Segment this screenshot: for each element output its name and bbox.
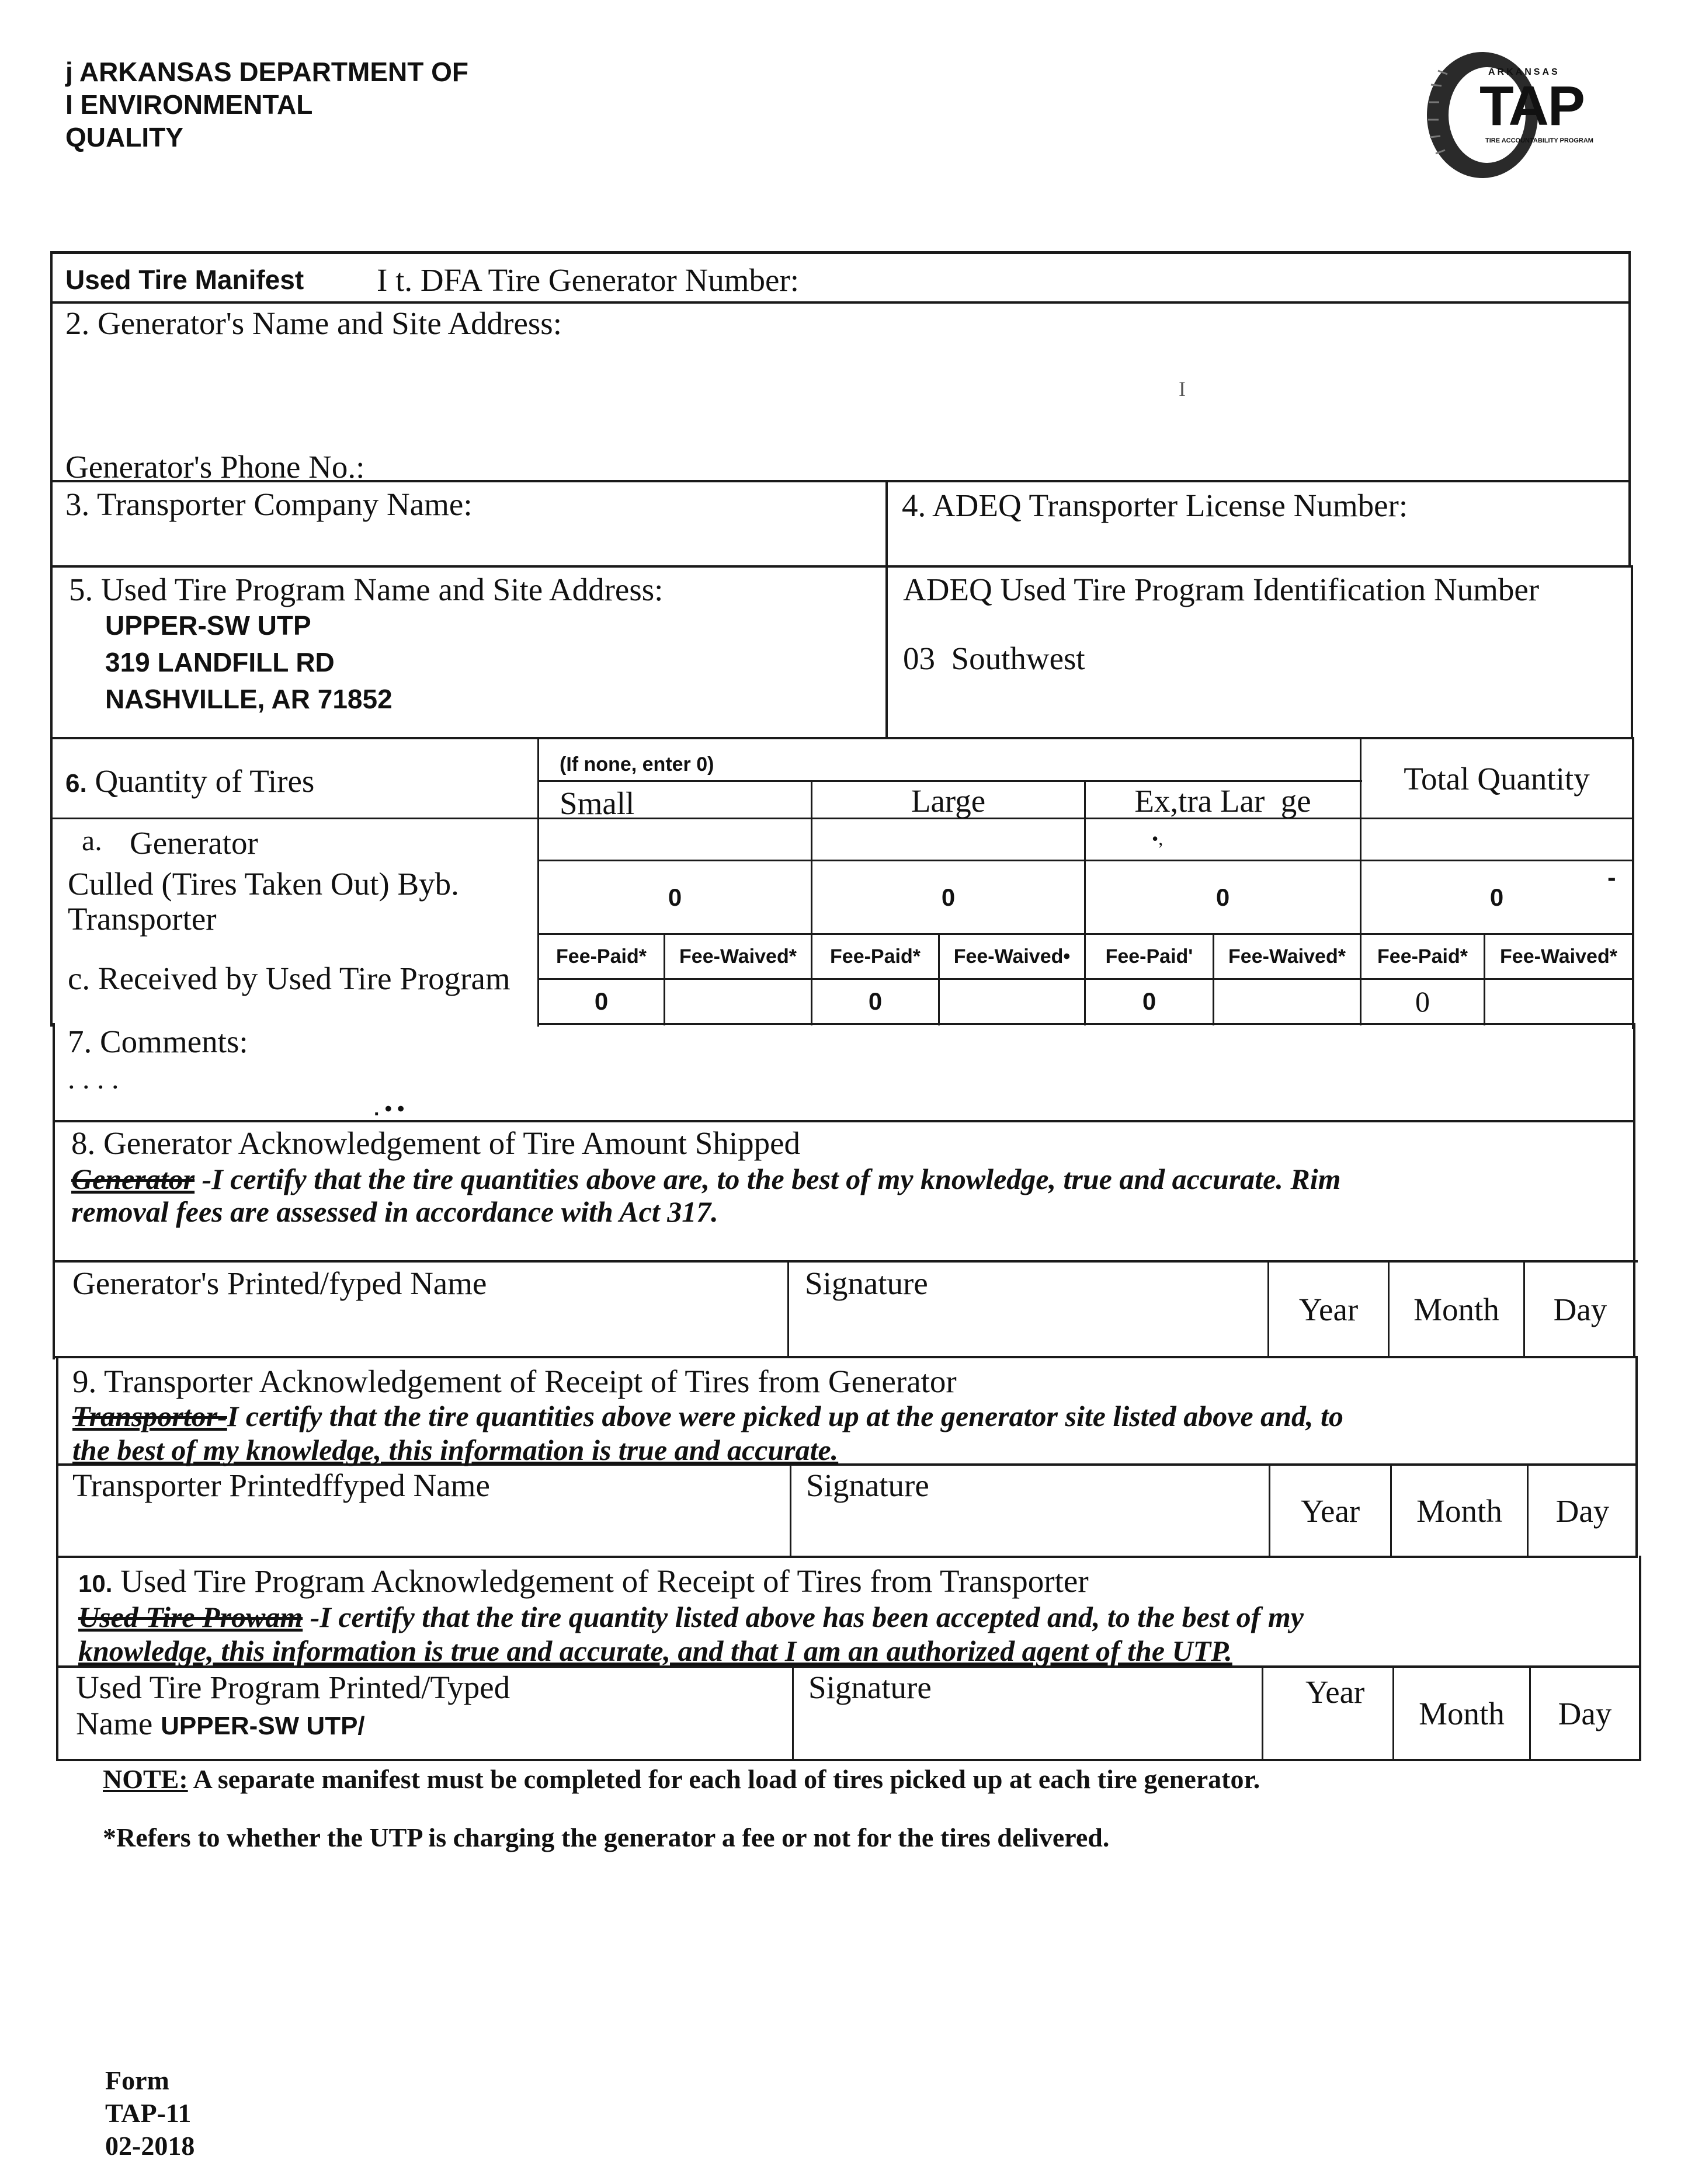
utp-address-line-2: 319 LANDFILL RD bbox=[105, 647, 335, 677]
s8-cert-text: -I certify that the tire quantities above are, to the best of my knowledge, true and accurate. Rim bbox=[194, 1163, 1341, 1195]
s8-cert-line-1 bbox=[71, 1162, 1341, 1196]
generator-phone-label: Generator's Phone No.: bbox=[65, 449, 365, 485]
logo-sub-text: TIRE ACCOUNTABILITY PROGRAM bbox=[1485, 137, 1593, 144]
transporter-signature-field[interactable] bbox=[794, 1504, 1265, 1554]
s9-title: 9. Transporter Acknowledgement of Receipt of Tires from Generator bbox=[72, 1364, 957, 1399]
received-small-paid[interactable]: 0 bbox=[594, 987, 609, 1015]
col-large-header: Large bbox=[911, 783, 986, 819]
received-xl-waived[interactable] bbox=[1214, 980, 1360, 1023]
transporter-company-label: 3. Transporter Company Name: bbox=[65, 486, 473, 522]
s10-cert-line-1 bbox=[78, 1600, 1304, 1634]
fee-waived-small-header: Fee-Waived* bbox=[679, 945, 797, 968]
utp-year[interactable]: Year bbox=[1305, 1674, 1365, 1710]
row-a-label: Generator bbox=[130, 825, 258, 861]
utp-printed-name-line-2 bbox=[76, 1705, 365, 1742]
row-a-letter: a. bbox=[82, 824, 102, 857]
form-number bbox=[105, 2064, 194, 2162]
section-10-title: Used Tire Program Acknowledgement of Receipt of Tires from Transporter bbox=[112, 1563, 1089, 1599]
s10-title bbox=[78, 1563, 1089, 1599]
transporter-month[interactable]: Month bbox=[1416, 1493, 1502, 1529]
generator-printed-name-label: Generator's Printed/fyped Name bbox=[72, 1265, 487, 1301]
fee-paid-small-header: Fee-Paid* bbox=[556, 945, 647, 968]
culled-small-value[interactable]: 0 bbox=[668, 883, 682, 911]
gen-xl-field[interactable] bbox=[1087, 820, 1358, 858]
generator-day[interactable]: Day bbox=[1553, 1291, 1607, 1327]
if-none-note: (If none, enter 0) bbox=[560, 753, 714, 775]
manifest-note bbox=[103, 1764, 1260, 1795]
form-label: Form bbox=[105, 2065, 169, 2095]
transporter-year[interactable]: Year bbox=[1300, 1493, 1360, 1529]
row-b-label bbox=[68, 867, 459, 937]
s8-cert-line-2: removal fees are assessed in accordance with Act 317. bbox=[71, 1195, 718, 1228]
note-text: A separate manifest must be completed for each load of tires picked up at each tire generator. bbox=[187, 1764, 1260, 1794]
dfa-generator-number-field[interactable] bbox=[829, 255, 1624, 300]
utp-address-line-3: NASHVILLE, AR 71852 bbox=[105, 684, 393, 714]
transporter-company-field[interactable] bbox=[58, 526, 876, 562]
fee-waived-large-header: Fee-Waived• bbox=[953, 945, 1071, 968]
stray-dash: - bbox=[1607, 863, 1616, 892]
tap-logo bbox=[1418, 50, 1605, 181]
section-6-title: Quantity of Tires bbox=[95, 763, 315, 799]
received-large-paid[interactable]: 0 bbox=[868, 987, 883, 1015]
transporter-license-label: 4. ADEQ Transporter License Number: bbox=[902, 488, 1408, 523]
gen-large-field[interactable] bbox=[814, 820, 1082, 858]
gen-small-field[interactable] bbox=[540, 820, 809, 858]
received-large-waived[interactable] bbox=[940, 980, 1084, 1023]
fee-paid-xl-header: Fee-Paid' bbox=[1105, 945, 1193, 968]
generator-year[interactable]: Year bbox=[1298, 1291, 1359, 1327]
fee-paid-large-header: Fee-Paid* bbox=[830, 945, 921, 968]
agency-line-1: j ARKANSAS DEPARTMENT OF bbox=[65, 57, 468, 87]
generator-month[interactable]: Month bbox=[1413, 1291, 1499, 1327]
dfa-generator-number-label: I t. DFA Tire Generator Number: bbox=[377, 262, 800, 298]
s9-cert-line-2: the best of my knowledge, this information is true and accurate. bbox=[72, 1434, 839, 1466]
gen-total-field[interactable] bbox=[1363, 820, 1630, 858]
form-title: Used Tire Manifest bbox=[65, 265, 304, 295]
utp-printed-name-label: Used Tire Program Printed/Typed bbox=[76, 1670, 510, 1705]
total-quantity-header: Total Quantity bbox=[1404, 760, 1590, 797]
section-10-number: 10. bbox=[78, 1570, 113, 1597]
stray-dots: . • • bbox=[374, 1098, 405, 1120]
s8-lead: Generator bbox=[71, 1163, 195, 1195]
s10-lead: Used Tire Prowam bbox=[78, 1601, 303, 1633]
quantity-of-tires-label bbox=[65, 763, 314, 799]
stray-mark-xl: •, bbox=[1152, 828, 1163, 849]
transporter-printed-name-field[interactable] bbox=[61, 1504, 785, 1554]
comments-label: 7. Comments: bbox=[68, 1024, 248, 1059]
form-date: 02-2018 bbox=[105, 2131, 195, 2161]
utp-signature-label: Signature bbox=[808, 1670, 932, 1705]
fee-paid-total-header: Fee-Paid* bbox=[1377, 945, 1468, 968]
s10-cert-line-2: knowledge, this information is true and accurate, and that I am an authorized agent of the UTP. bbox=[78, 1634, 1232, 1667]
agency-name bbox=[65, 55, 468, 154]
section-6-number: 6. bbox=[65, 769, 87, 798]
utp-id-label: ADEQ Used Tire Program Identification Number bbox=[903, 572, 1540, 607]
fee-footnote: *Refers to whether the UTP is charging the generator a fee or not for the tires delivered. bbox=[103, 1823, 1110, 1852]
note-label: NOTE: bbox=[103, 1764, 188, 1794]
logo-main-text: TAP bbox=[1479, 75, 1584, 137]
utp-day[interactable]: Day bbox=[1558, 1695, 1612, 1731]
fee-waived-xl-header: Fee-Waived* bbox=[1228, 945, 1346, 968]
row-b-line-1: Culled (Tires Taken Out) Byb. bbox=[68, 866, 459, 902]
culled-large-value[interactable]: 0 bbox=[941, 883, 956, 911]
received-xl-paid[interactable]: 0 bbox=[1142, 987, 1156, 1015]
utp-month[interactable]: Month bbox=[1419, 1695, 1505, 1731]
utp-printed-name-value[interactable]: UPPER-SW UTP/ bbox=[161, 1712, 365, 1740]
s9-cert-line-1 bbox=[72, 1399, 1343, 1433]
s9-cert-text: I certify that the tire quantities above were picked up at the generator site listed above and, to bbox=[227, 1400, 1343, 1432]
fee-waived-total-header: Fee-Waived* bbox=[1500, 945, 1617, 968]
culled-total-value[interactable]: 0 bbox=[1489, 883, 1504, 911]
stray-mark: I bbox=[1179, 377, 1186, 401]
agency-line-3: QUALITY bbox=[65, 122, 183, 152]
received-total-waived[interactable] bbox=[1485, 980, 1632, 1023]
utp-signature-field[interactable] bbox=[797, 1705, 1258, 1758]
s8-title: 8. Generator Acknowledgement of Tire Amount Shipped bbox=[71, 1125, 801, 1161]
row-b-line-2: Transporter bbox=[68, 901, 217, 937]
generator-name-address-field[interactable] bbox=[58, 345, 1618, 444]
utp-name-label-word: Name bbox=[76, 1706, 153, 1741]
received-small-waived[interactable] bbox=[665, 980, 811, 1023]
culled-xl-value[interactable]: 0 bbox=[1215, 883, 1230, 911]
generator-signature-label: Signature bbox=[805, 1265, 928, 1301]
col-small-header: Small bbox=[560, 785, 635, 821]
transporter-signature-label: Signature bbox=[806, 1467, 929, 1503]
s9-lead: Transportor- bbox=[72, 1400, 227, 1432]
generator-signature-field[interactable] bbox=[792, 1302, 1264, 1355]
col-extra-large-header: Ex,tra Lar ge bbox=[1134, 783, 1311, 819]
utp-name-address-label: 5. Used Tire Program Name and Site Address: bbox=[69, 572, 664, 607]
comments-field[interactable]: . . . . bbox=[68, 1062, 119, 1095]
utp-id-value: 03 Southwest bbox=[903, 641, 1085, 676]
transporter-license-field[interactable] bbox=[894, 526, 1624, 562]
s10-cert-text: -I certify that the tire quantity listed above has been accepted and, to the best of my bbox=[303, 1601, 1304, 1633]
utp-address-line-1: UPPER-SW UTP bbox=[105, 610, 311, 641]
transporter-printed-name-label: Transporter Printedffyped Name bbox=[72, 1467, 490, 1503]
form-code: TAP-11 bbox=[105, 2098, 192, 2128]
generator-name-address-label: 2. Generator's Name and Site Address: bbox=[65, 305, 562, 341]
utp-address bbox=[105, 607, 393, 718]
transporter-day[interactable]: Day bbox=[1555, 1493, 1610, 1529]
row-c-label: c. Received by Used Tire Program bbox=[68, 961, 510, 996]
logo-top-text: ARKANSAS bbox=[1488, 67, 1560, 77]
generator-printed-name-field[interactable] bbox=[58, 1302, 783, 1355]
received-total-paid[interactable]: 0 bbox=[1415, 985, 1430, 1018]
agency-line-2: I ENVIRONMENTAL bbox=[65, 89, 313, 120]
